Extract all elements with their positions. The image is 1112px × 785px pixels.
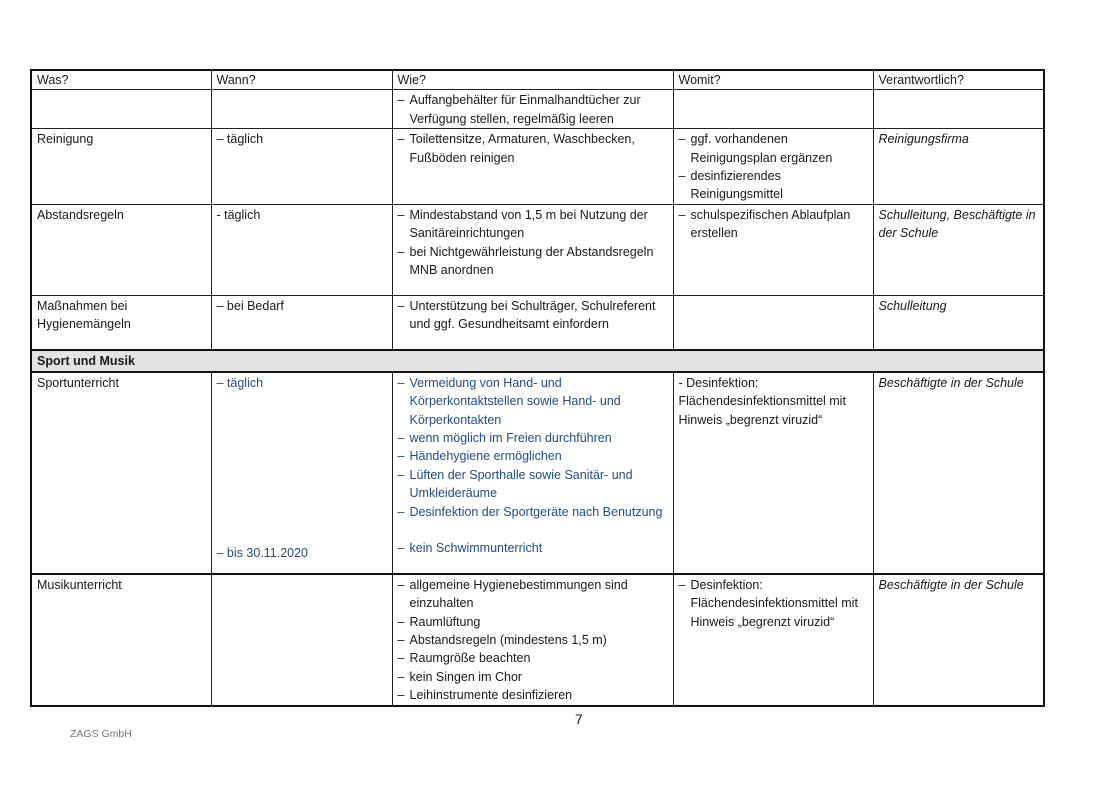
list-item: – Abstandsregeln (mindestens 1,5 m) bbox=[398, 631, 668, 649]
table-row bbox=[31, 129, 1044, 205]
list-item: – Unterstützung bei Schulträger, Schulreferent und ggf. Gesundheitsamt einfordern bbox=[398, 297, 668, 334]
table-row-musik bbox=[31, 574, 1044, 706]
table-row bbox=[31, 90, 1044, 129]
list-item: – Raumlüftung bbox=[398, 613, 668, 631]
cell-was bbox=[31, 90, 211, 129]
list-item: – Auffangbehälter für Einmalhandtücher zur Verfügung stellen, regelmäßig leeren bbox=[398, 91, 668, 128]
list-item: – desinfizierendes Reinigungsmittel bbox=[679, 167, 868, 204]
cell-verantwortlich: Schulleitung, Beschäftigte in der Schule bbox=[873, 204, 1044, 295]
table-row bbox=[31, 204, 1044, 295]
header-wann: Wann? bbox=[211, 70, 392, 90]
list-item: – Vermeidung von Hand- und Körperkontaktstellen sowie Hand- und Körperkontakten bbox=[398, 374, 668, 429]
page-number: 7 bbox=[575, 711, 583, 727]
cell-wann bbox=[211, 90, 392, 129]
list-item: – schulspezifischen Ablaufplan erstellen bbox=[679, 206, 868, 243]
cell-wie bbox=[392, 90, 673, 129]
list-item: – allgemeine Hygienebestimmungen sind einzuhalten bbox=[398, 576, 668, 613]
hygiene-table bbox=[30, 69, 1045, 707]
list-item: – Leihinstrumente desinfizieren bbox=[398, 686, 668, 704]
cell-verantwortlich bbox=[873, 90, 1044, 129]
cell-womit bbox=[673, 90, 873, 129]
table-row-sport bbox=[31, 372, 1044, 574]
list-item: – Raumgröße beachten bbox=[398, 649, 668, 667]
cell-womit bbox=[673, 204, 873, 295]
list-item: – Toilettensitze, Armaturen, Waschbecken, Fußböden reinigen bbox=[398, 130, 668, 167]
wann-taeglich: – täglich bbox=[216, 375, 264, 390]
cell-wie bbox=[392, 295, 673, 350]
header-verantwortlich: Verantwortlich? bbox=[873, 70, 1044, 90]
cell-wie bbox=[392, 129, 673, 205]
header-wie: Wie? bbox=[392, 70, 673, 90]
list-item: – Lüften der Sporthalle sowie Sanitär- und Umkleideräume bbox=[398, 466, 668, 503]
cell-was: Abstandsregeln bbox=[31, 204, 211, 295]
section-title: Sport und Musik bbox=[31, 350, 1044, 371]
cell-wann bbox=[211, 372, 392, 574]
footer-company: ZAGS GmbH bbox=[70, 728, 132, 740]
cell-verantwortlich: Schulleitung bbox=[873, 295, 1044, 350]
cell-was: Musikunterricht bbox=[31, 574, 211, 706]
cell-wie bbox=[392, 204, 673, 295]
cell-was: Reinigung bbox=[31, 129, 211, 205]
cell-wann: – bei Bedarf bbox=[211, 295, 392, 350]
list-item: – Desinfektion: Flächendesinfektionsmittel mit Hinweis „begrenzt viruzid“ bbox=[679, 576, 868, 631]
table-row bbox=[31, 295, 1044, 350]
cell-wann: - täglich bbox=[211, 204, 392, 295]
cell-wann: – täglich bbox=[211, 129, 392, 205]
cell-wie bbox=[392, 574, 673, 706]
section-row bbox=[31, 350, 1044, 371]
cell-was: Sportunterricht bbox=[31, 372, 211, 574]
header-womit: Womit? bbox=[673, 70, 873, 90]
list-item: – kein Singen im Chor bbox=[398, 668, 668, 686]
wie-schwimmen: – kein Schwimmunterricht bbox=[398, 539, 668, 557]
cell-womit bbox=[673, 295, 873, 350]
wann-datum: – bis 30.11.2020 bbox=[216, 546, 309, 561]
cell-verantwortlich: Beschäftigte in der Schule bbox=[873, 574, 1044, 706]
header-was: Was? bbox=[31, 70, 211, 90]
list-item: – Mindestabstand von 1,5 m bei Nutzung der Sanitäreinrichtungen bbox=[398, 206, 668, 243]
cell-verantwortlich: Beschäftigte in der Schule bbox=[873, 372, 1044, 574]
list-item: – Händehygiene ermöglichen bbox=[398, 447, 668, 465]
list-item: – Desinfektion der Sportgeräte nach Benutzung bbox=[398, 503, 668, 521]
cell-womit: - Desinfektion: Flächendesinfektionsmittel mit Hinweis „begrenzt viruzid“ bbox=[673, 372, 873, 574]
cell-womit bbox=[673, 574, 873, 706]
cell-wie bbox=[392, 372, 673, 574]
header-row bbox=[31, 70, 1044, 90]
cell-womit bbox=[673, 129, 873, 205]
cell-was: Maßnahmen bei Hygienemängeln bbox=[31, 295, 211, 350]
cell-wann bbox=[211, 574, 392, 706]
cell-verantwortlich: Reinigungsfirma bbox=[873, 129, 1044, 205]
list-item: – bei Nichtgewährleistung der Abstandsregeln MNB anordnen bbox=[398, 243, 668, 280]
list-item: – ggf. vorhandenen Reinigungsplan ergänzen bbox=[679, 130, 868, 167]
list-item: – wenn möglich im Freien durchführen bbox=[398, 429, 668, 447]
